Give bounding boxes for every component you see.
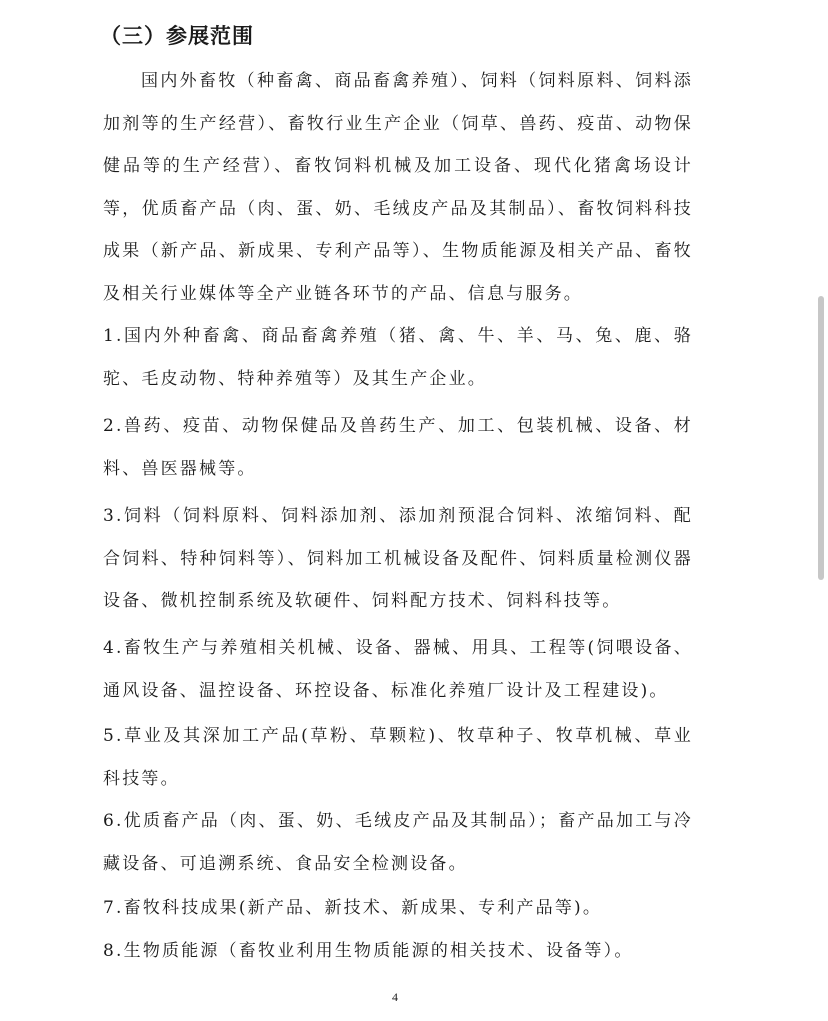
list-item-3: 3.饲料（饲料原料、饲料添加剂、添加剂预混合饲料、浓缩饲料、配合饲料、特种饲料等）、饲料加工机械设备及配件、饲料质量检测仪器设备、微机控制系统及软硬件、饲料配方技术、饲料科技等。 xyxy=(103,506,693,611)
page-number: 4 xyxy=(392,990,398,1004)
intro-paragraph: 国内外畜牧（种畜禽、商品畜禽养殖）、饲料（饲料原料、饲料添加剂等的生产经营）、畜牧行业生产企业（饲草、兽药、疫苗、动物保健品等的生产经营）、畜牧饲料机械及加工设备、现代化猪禽场设计等，优质畜产品（肉、蛋、奶、毛绒皮产品及其制品）、畜牧饲料科技成果（新产品、新成果、专利产品等）、生物质能源及相关产品、畜牧及相关行业媒体等全产业链各环节的产品、信息与服务。 xyxy=(103,71,693,304)
list-item-1: 1.国内外种畜禽、商品畜禽养殖（猪、禽、牛、羊、马、兔、鹿、骆驼、毛皮动物、特种养殖等）及其生产企业。 xyxy=(103,326,693,389)
list-item-5: 5.草业及其深加工产品(草粉、草颗粒)、牧草种子、牧草机械、草业科技等。 xyxy=(103,726,693,789)
vertical-scrollbar[interactable] xyxy=(818,296,824,580)
section-heading: （三）参展范围 xyxy=(100,24,254,48)
list-item-4: 4.畜牧生产与养殖相关机械、设备、器械、用具、工程等(饲喂设备、通风设备、温控设备、环控设备、标准化养殖厂设计及工程建设)。 xyxy=(103,638,693,701)
list-item-8: 8.生物质能源（畜牧业利用生物质能源的相关技术、设备等）。 xyxy=(103,941,634,961)
list-item-6: 6.优质畜产品（肉、蛋、奶、毛绒皮产品及其制品）；畜产品加工与冷藏设备、可追溯系统、食品安全检测设备。 xyxy=(103,811,693,874)
list-item-7: 7.畜牧科技成果(新产品、新技术、新成果、专利产品等)。 xyxy=(103,898,603,918)
list-item-2: 2.兽药、疫苗、动物保健品及兽药生产、加工、包装机械、设备、材料、兽医器械等。 xyxy=(103,416,693,479)
